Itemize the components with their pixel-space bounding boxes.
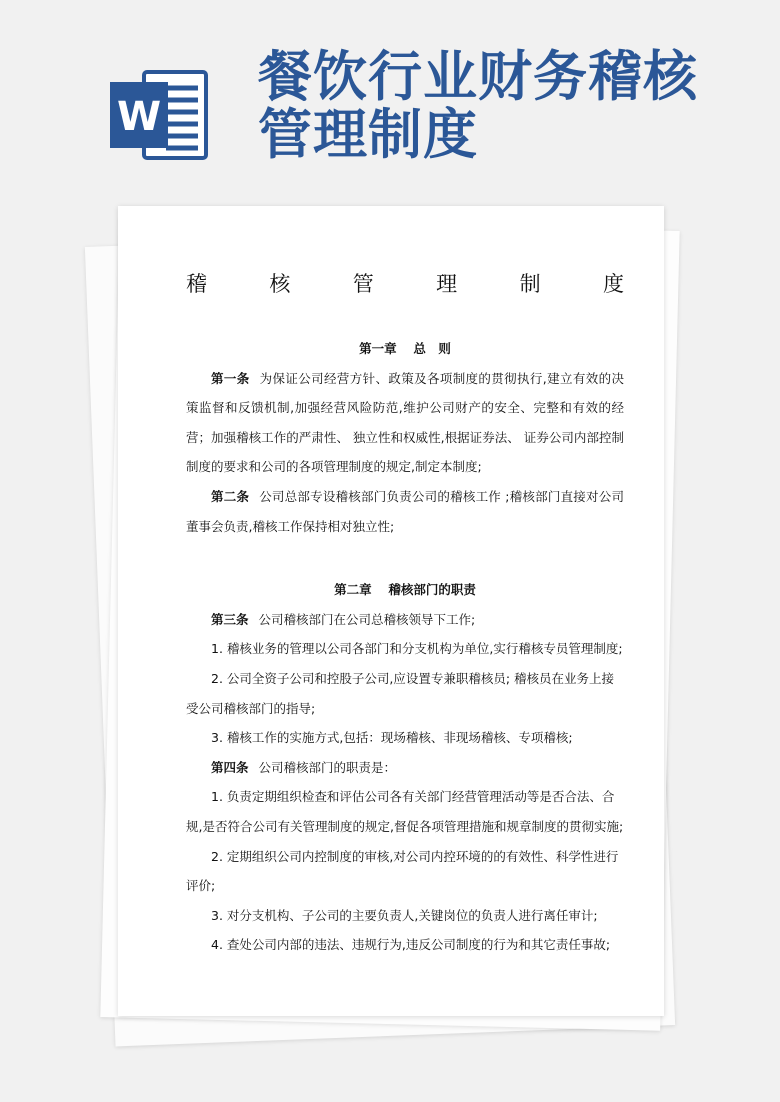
- article-2-text: 公司总部专设稽核部门负责公司的稽核工作 ;稽核部门直接对公司董事会负责,稽核工作保持相对独立性;: [186, 488, 624, 534]
- title-char: 理: [436, 272, 458, 296]
- article-4-item: 3. 对分支机构、子公司的主要负责人,关键岗位的负责人进行离任审计;: [211, 907, 598, 923]
- article-3-label: 第三条: [211, 611, 249, 627]
- document-body: [186, 334, 624, 960]
- banner-title: [258, 45, 698, 166]
- chapter-heading-1: 第一章 总 则: [359, 341, 451, 356]
- article-1: [186, 364, 624, 482]
- title-char: 度: [602, 272, 624, 296]
- title-char: 制: [519, 272, 541, 296]
- document-page: [118, 206, 664, 1016]
- article-4-item: 2. 定期组织公司内控制度的审核,对公司内控环境的的有效性、科学性进行评价;: [186, 848, 619, 894]
- article-4-item: 4. 查处公司内部的违法、违规行为,违反公司制度的行为和其它责任事故;: [211, 937, 611, 953]
- word-document-icon: [108, 66, 208, 164]
- article-2-label: 第二条: [211, 488, 250, 504]
- article-3-item: 2. 公司全资子公司和控股子公司,应设置专兼职稽核员; 稽核员在业务上接受公司稽核部门的指导;: [186, 670, 615, 716]
- article-2: [186, 482, 624, 541]
- article-3: [186, 605, 624, 635]
- article-4-label: 第四条: [211, 759, 249, 775]
- title-char: 稽: [186, 272, 207, 296]
- title-char: 核: [269, 272, 291, 296]
- svg-text:W: W: [116, 94, 162, 140]
- article-4: [186, 753, 624, 783]
- banner-title-line2: 管理制度: [258, 103, 478, 166]
- chapter-spacer: [186, 541, 624, 575]
- article-3-item: 1. 稽核业务的管理以公司各部门和分支机构为单位,实行稽核专员管理制度;: [211, 641, 623, 657]
- banner-title-line1: 餐饮行业财务稽核: [258, 45, 698, 108]
- article-1-label: 第一条: [211, 370, 250, 386]
- chapter-heading-2: 第二章 稽核部门的职责: [334, 582, 476, 598]
- article-4-item: 1. 负责定期组织检查和评估公司各有关部门经营管理活动等是否合法、合规,是否符合公司有关管理制度的规定,督促各项管理措施和规章制度的贯彻实施;: [186, 789, 624, 834]
- article-3-text: 公司稽核部门在公司总稽核领导下工作;: [258, 611, 476, 627]
- title-char: 管: [352, 272, 374, 296]
- article-4-text: 公司稽核部门的职责是：: [258, 759, 397, 775]
- document-title: [186, 268, 624, 298]
- article-1-text: 为保证公司经营方针、政策及各项制度的贯彻执行,建立有效的决策监督和反馈机制,加强经营风险防范,维护公司财产的安全、完整和有效的经营；加强稽核工作的严肃性、 独立性和权威性,根据证券法、 证券公司内部控制制度的要求和公司的各项管理制度的规定,制定本制度;: [186, 370, 624, 475]
- article-3-item: 3. 稽核工作的实施方式,包括：现场稽核、非现场稽核、专项稽核;: [211, 730, 573, 746]
